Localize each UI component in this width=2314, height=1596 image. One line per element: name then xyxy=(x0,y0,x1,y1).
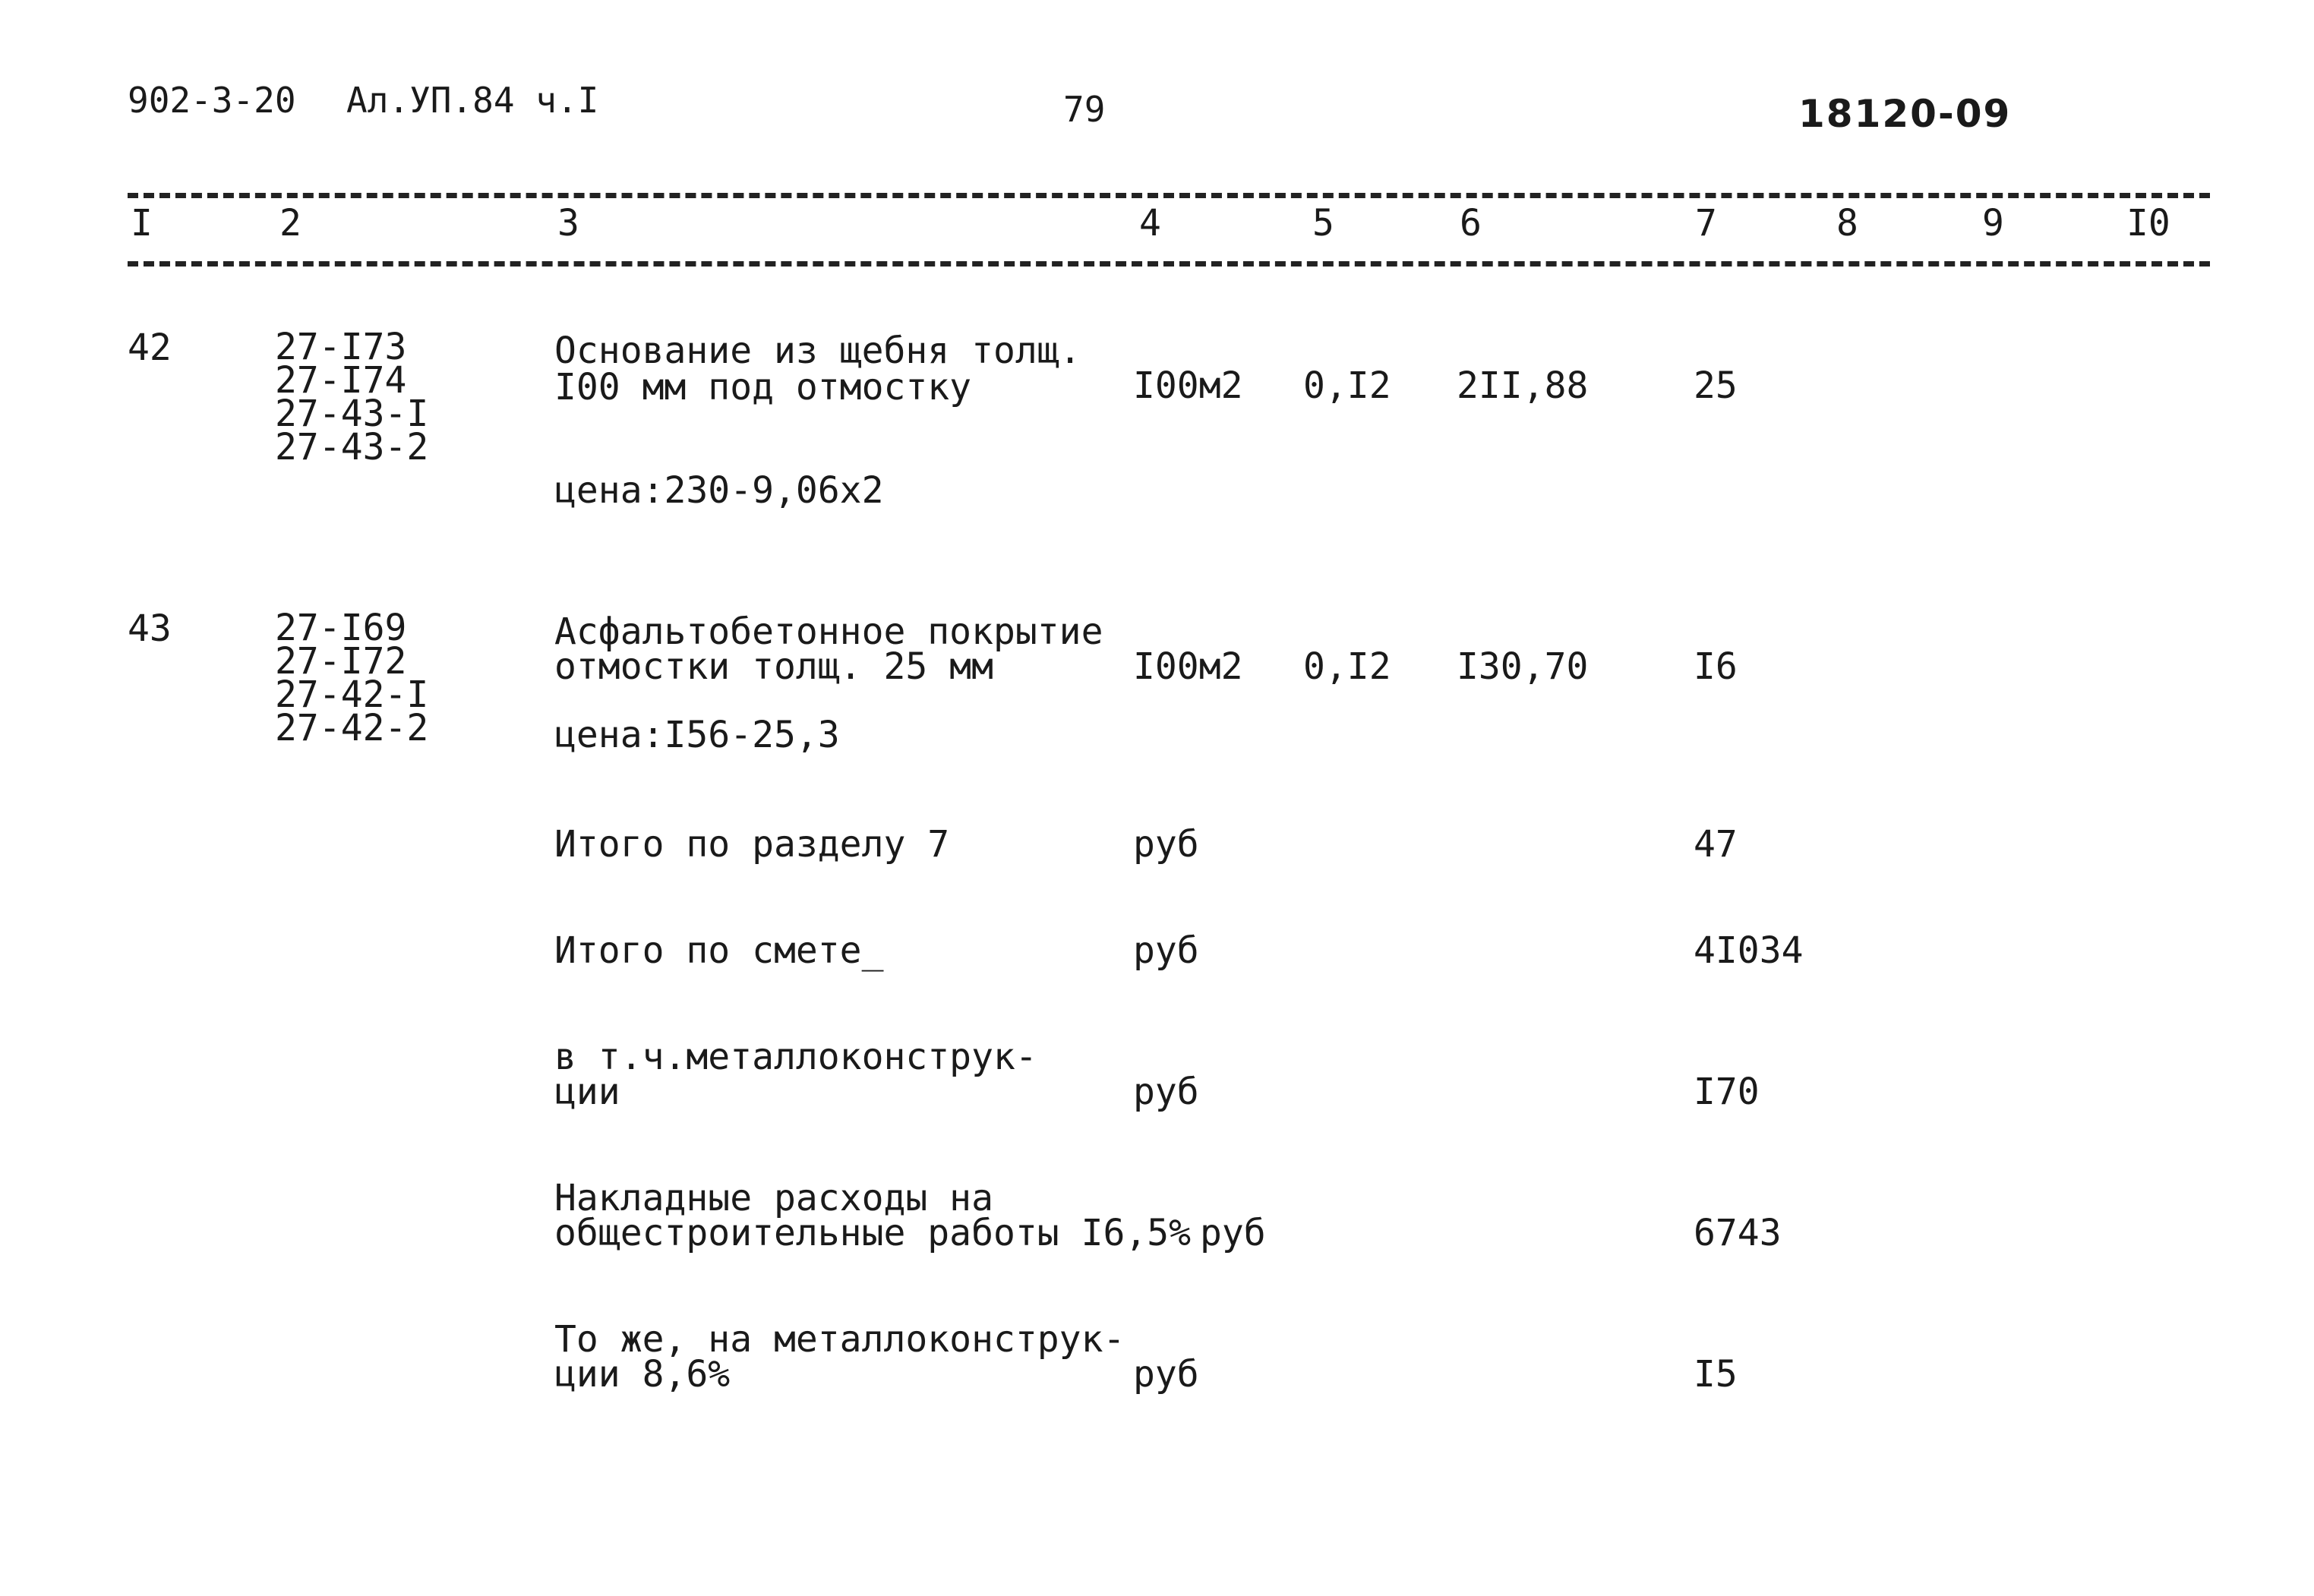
unit-cell: руб xyxy=(1133,1353,1199,1396)
column-header-6: 6 xyxy=(1460,202,1482,244)
work-description: I00 мм под отмостку xyxy=(554,366,972,408)
quantity-cell: 0,I2 xyxy=(1303,645,1391,688)
header-bottom-rule xyxy=(128,261,2210,267)
summary-label: Итого по разделу 7 xyxy=(554,823,950,866)
work-description: Асфальтобетонное покрытие xyxy=(554,610,1103,653)
work-description: отмостки толщ. 25 мм xyxy=(554,645,993,688)
unit-cell: руб xyxy=(1200,1212,1266,1254)
document-code: 18120-09 xyxy=(1798,92,2012,136)
column-header-5: 5 xyxy=(1312,202,1334,244)
norm-code: 27-I74 xyxy=(275,359,407,402)
summary-label: ции 8,6% xyxy=(554,1353,731,1396)
norm-code: 27-43-I xyxy=(275,393,429,435)
column-header-10: I0 xyxy=(2126,202,2170,244)
price-note: цена:I56-25,3 xyxy=(554,714,840,756)
column-header-1: I xyxy=(131,202,153,244)
norm-code: 27-42-2 xyxy=(275,707,429,749)
unit-cell: I00м2 xyxy=(1133,645,1243,688)
document-series: 902-3-20 xyxy=(128,80,296,121)
work-description: Основание из щебня толщ. xyxy=(554,330,1081,372)
column-header-4: 4 xyxy=(1139,202,1161,244)
row-number: 42 xyxy=(128,326,172,369)
norm-code: 27-I69 xyxy=(275,607,407,649)
album-reference: Ал.УП.84 ч.I xyxy=(346,80,599,121)
norm-code: 27-42-I xyxy=(275,673,429,716)
total-cost-cell: 4I034 xyxy=(1694,929,1804,972)
total-cost-cell: 47 xyxy=(1694,823,1738,866)
summary-label: ции xyxy=(554,1071,620,1113)
norm-code: 27-I73 xyxy=(275,326,407,368)
column-header-7: 7 xyxy=(1695,202,1717,244)
unit-cell: I00м2 xyxy=(1133,364,1243,407)
quantity-cell: 0,I2 xyxy=(1303,364,1391,407)
total-cost-cell: I6 xyxy=(1694,645,1738,688)
summary-label: Итого по смете_ xyxy=(554,929,884,972)
norm-code: 27-I72 xyxy=(275,640,407,683)
unit-price-cell: 2II,88 xyxy=(1457,364,1589,407)
unit-price-cell: I30,70 xyxy=(1457,645,1589,688)
unit-cell: руб xyxy=(1133,823,1199,866)
price-note: цена:230-9,06х2 xyxy=(554,469,884,512)
column-header-2: 2 xyxy=(279,202,301,244)
summary-label: в т.ч.металлоконструк- xyxy=(554,1036,1037,1078)
row-number: 43 xyxy=(128,607,172,650)
summary-label: То же, на металлоконструк- xyxy=(554,1318,1125,1361)
total-cost-cell: 6743 xyxy=(1694,1212,1782,1254)
total-cost-cell: 25 xyxy=(1694,364,1738,407)
summary-label: Накладные расходы на xyxy=(554,1177,993,1219)
column-header-3: 3 xyxy=(557,202,579,244)
total-cost-cell: I5 xyxy=(1694,1353,1738,1396)
page-number: 79 xyxy=(1063,89,1106,130)
summary-label: общестроительные работы I6,5% xyxy=(554,1212,1192,1254)
unit-cell: руб xyxy=(1133,929,1199,972)
total-cost-cell: I70 xyxy=(1694,1071,1760,1113)
column-header-8: 8 xyxy=(1836,202,1858,244)
column-header-9: 9 xyxy=(1982,202,2004,244)
header-top-rule xyxy=(128,193,2210,198)
unit-cell: руб xyxy=(1133,1071,1199,1113)
norm-code: 27-43-2 xyxy=(275,426,429,468)
